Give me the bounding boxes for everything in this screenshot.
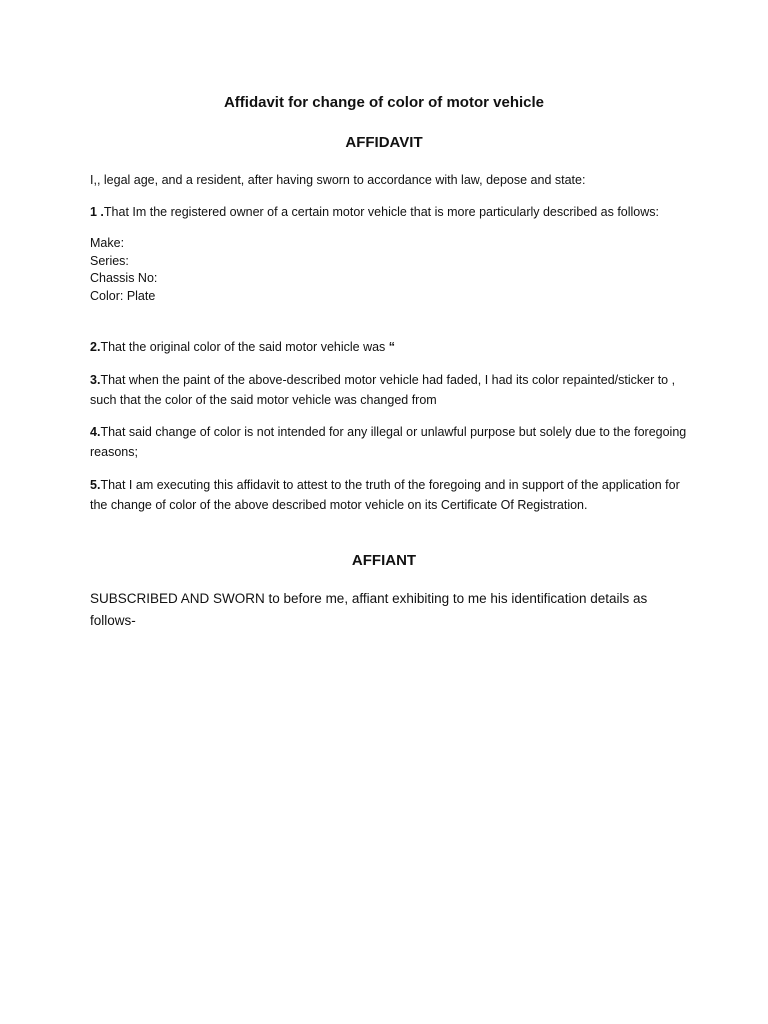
- chassis-field: Chassis No:: [90, 271, 158, 285]
- series-field: Series:: [90, 253, 129, 268]
- item-3-paragraph: [90, 370, 690, 410]
- item-2-paragraph: [90, 337, 690, 357]
- affiant-heading: AFFIANT: [351, 552, 417, 569]
- item-1-number: 1 .: [90, 205, 104, 219]
- item-5-text: That I am executing this affidavit to attest to the truth of the foregoing and in support of the application for the change of color of the above described motor vehicle on its Certificate Of Registration.: [90, 478, 680, 512]
- item-3-text: That when the paint of the above-described motor vehicle had faded, I had its color repainted/sticker to , such that the color of the said motor vehicle was changed from: [90, 373, 676, 407]
- item-1-text: That Im the registered owner of a certain motor vehicle that is more particularly described as follows:: [103, 205, 660, 219]
- color-plate-field: Color: Plate: [90, 288, 156, 303]
- item-4-number: 4.: [90, 425, 101, 439]
- vehicle-details-list: [90, 235, 157, 305]
- sworn-paragraph: SUBSCRIBED AND SWORN to before me, affiant exhibiting to me his identification details as follows-: [90, 591, 648, 628]
- affidavit-heading: AFFIDAVIT: [345, 134, 423, 151]
- item-3-number: 3.: [90, 373, 101, 387]
- item-5-number: 5.: [90, 478, 101, 492]
- make-field: Make:: [90, 236, 125, 250]
- item-2-number: 2.: [90, 340, 101, 354]
- item-5-paragraph: [90, 475, 690, 515]
- item-4-text: That said change of color is not intended for any illegal or unlawful purpose but solely due to the foregoing reasons;: [90, 425, 687, 459]
- intro-paragraph: I,, legal age, and a resident, after having sworn to accordance with law, depose and state:: [90, 173, 586, 187]
- item-2-quote: “: [388, 340, 396, 354]
- item-2-text: That the original color of the said motor vehicle was: [100, 340, 389, 354]
- item-4-paragraph: [90, 422, 690, 462]
- item-1-paragraph: [90, 202, 690, 222]
- document-title: Affidavit for change of color of motor vehicle: [223, 94, 545, 111]
